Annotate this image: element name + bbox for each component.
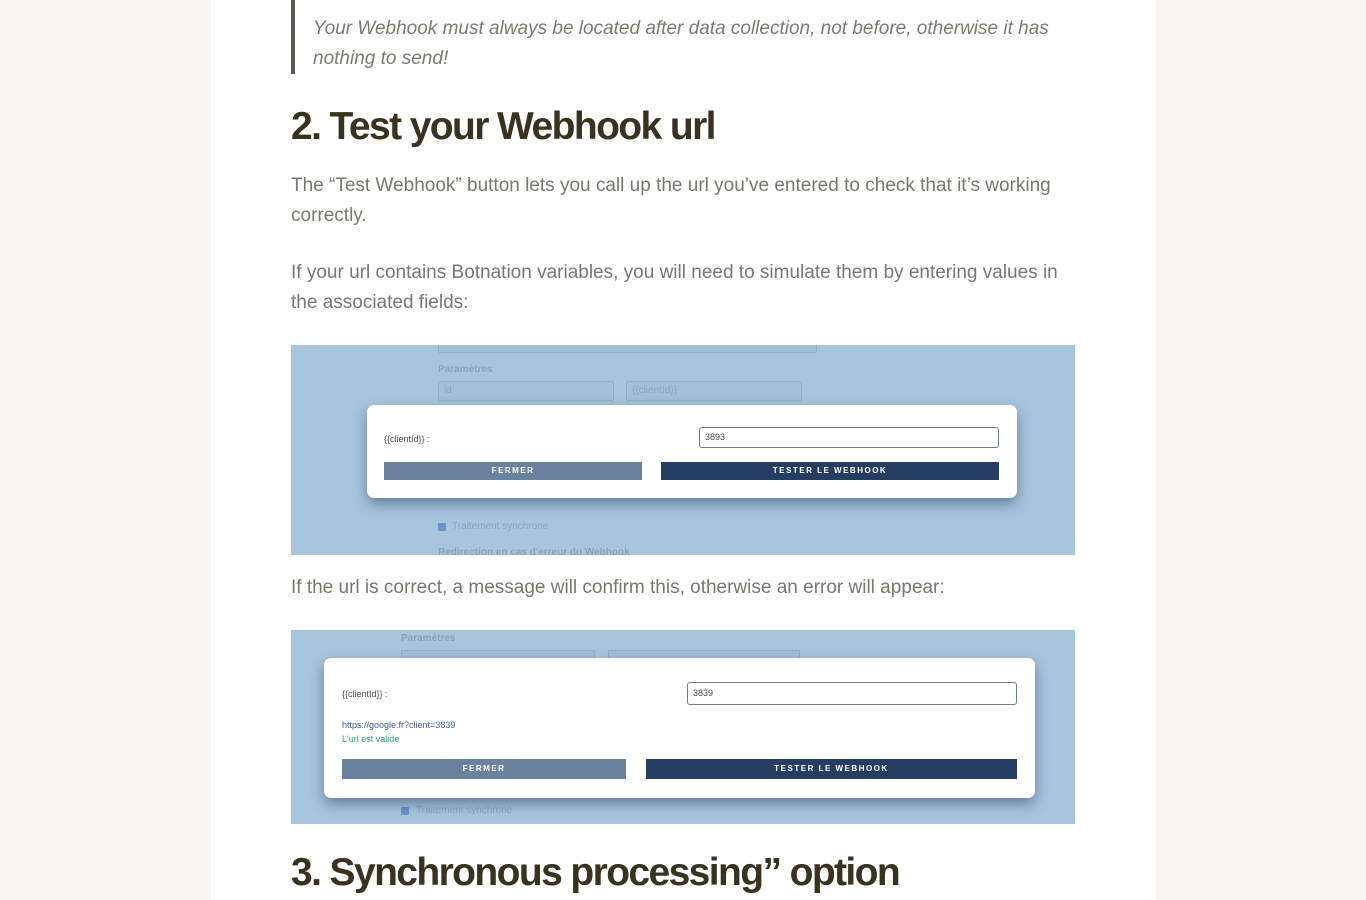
checkbox-icon: [438, 523, 446, 531]
background-field: [438, 345, 817, 353]
paragraph-test-button: The “Test Webhook” button lets you call up the url you’ve entered to check that it’s working correctly.: [291, 175, 1051, 226]
test-dialog: [367, 405, 1017, 498]
valid-url-message: L'url est valide: [342, 734, 400, 744]
paragraph-result: If the url is correct, a message will confirm this, otherwise an error will appear:: [291, 577, 945, 598]
test-result-dialog: [324, 658, 1035, 798]
background-field-right: {{clientId}}: [626, 381, 802, 401]
test-webhook-button[interactable]: TESTER LE WEBHOOK: [661, 462, 999, 480]
variable-input[interactable]: 3839: [687, 682, 1017, 705]
background-label-redirect: Redirection en cas d'erreur du Webhook: [438, 547, 630, 555]
background-label-params: Paramètres: [438, 364, 493, 375]
article-column: [211, 0, 1156, 900]
close-button[interactable]: FERMER: [384, 462, 642, 480]
variable-label: {{clientId}} :: [384, 434, 430, 444]
background-field-left: id: [438, 381, 614, 401]
close-button[interactable]: FERMER: [342, 759, 626, 779]
screenshot-test-result-dialog: [291, 630, 1075, 824]
checkbox-icon: [401, 807, 409, 815]
paragraph-variables: If your url contains Botnation variables, you will need to simulate them by entering values in the associated fields:: [291, 262, 1058, 313]
variable-label: {{clientId}} :: [342, 689, 388, 699]
background-check-label: Traitement synchrone: [452, 521, 549, 532]
tested-url-link[interactable]: https://google.fr?client=3839: [342, 720, 456, 730]
test-webhook-button[interactable]: TESTER LE WEBHOOK: [646, 759, 1017, 779]
background-label-params: Paramètres: [401, 633, 456, 644]
section-heading-synchronous: 3. Synchronous processing” option: [291, 851, 900, 894]
variable-input[interactable]: 3893: [699, 427, 999, 448]
blockquote-text: Your Webhook must always be located after data collection, not before, otherwise it has nothing to send!: [313, 18, 1049, 69]
blockquote: [291, 0, 1061, 74]
section-heading-test-webhook: 2. Test your Webhook url: [291, 105, 715, 148]
background-check-label: Traitement synchrone: [416, 805, 513, 816]
screenshot-test-webhook-dialog: [291, 345, 1075, 555]
